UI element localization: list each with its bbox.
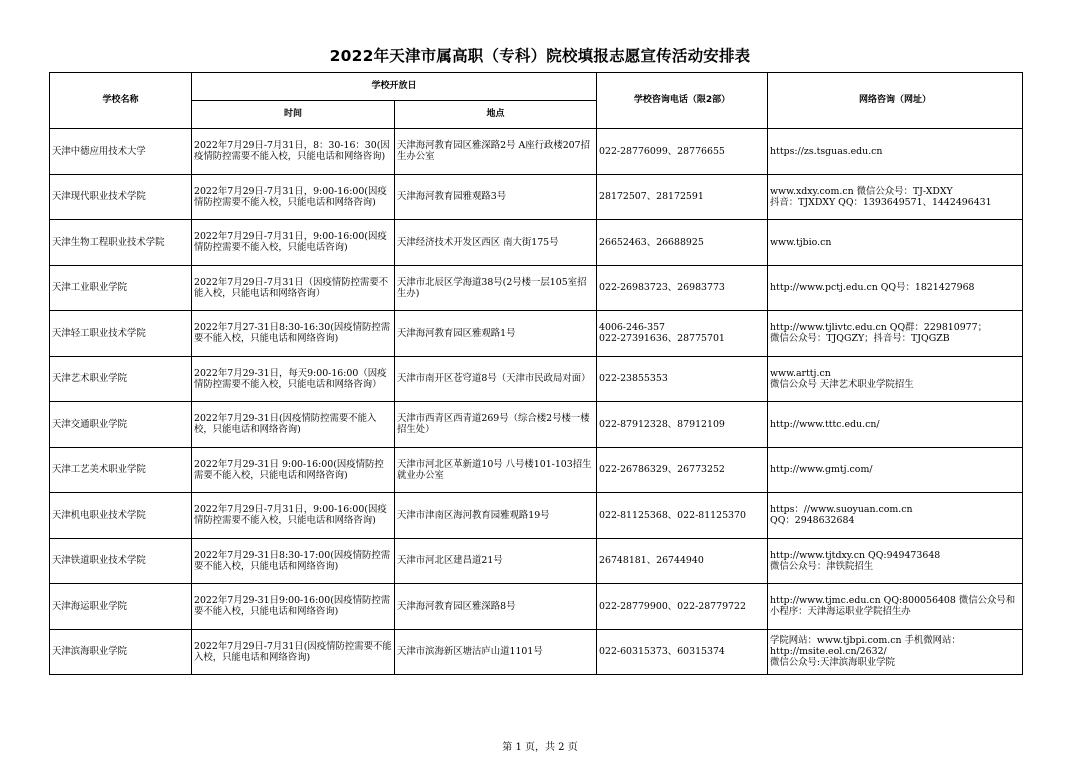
open-time-cell: 2022年7月29日-7月31日，9:00-16:00(因疫情防控需要不能入校，只能电话和网络咨询) [192, 174, 395, 220]
web-line: http://msite.eol.cn/2632/ [770, 646, 887, 658]
web-line: www.tjbio.cn [770, 236, 832, 248]
open-time-cell: 2022年7月29日-7月31日，8：30-16：30(因疫情防控需要不能入校，只能电话和网络咨询) [192, 129, 395, 175]
table-row [50, 629, 1023, 675]
school-name-cell: 天津机电职业技术学院 [50, 493, 192, 539]
location-cell: 天津市河北区建昌道21号 [395, 538, 597, 584]
school-name-cell: 天津工业职业学院 [50, 265, 192, 311]
page-footer: 第 1 页，共 2 页 [502, 742, 578, 753]
school-name-cell: 天津海运职业学院 [50, 584, 192, 630]
open-time-cell: 2022年7月29-31日9:00-16:00(因疫情防控需要不能入校，只能电话和网络咨询) [192, 584, 395, 630]
header-phone: 学校咨询电话（限2部） [597, 73, 768, 129]
location-cell: 天津市津南区海河教育园雅观路19号 [395, 493, 597, 539]
table-row [50, 493, 1023, 539]
web-line: https://zs.tsguas.edu.cn [770, 145, 883, 157]
web-line: QQ：2948632684 [770, 515, 855, 527]
school-name-cell: 天津交通职业学院 [50, 402, 192, 448]
table-row [50, 129, 1023, 175]
table-row [50, 356, 1023, 402]
web-line: http://www.tjlivtc.edu.cn QQ群：229810977； [770, 322, 987, 334]
web-line: www.arttj.cn [770, 367, 831, 379]
school-name-cell: 天津现代职业技术学院 [50, 174, 192, 220]
table-row [50, 265, 1023, 311]
table-row [50, 174, 1023, 220]
web-line: 微信公众号：津铁院招生 [770, 560, 874, 572]
web-line: https：//www.suoyuan.com.cn [770, 504, 913, 516]
page-title: 2022年天津市属高职（专科）院校填报志愿宣传活动安排表 [329, 47, 751, 65]
location-cell: 天津海河教育园区雅深路8号 [395, 584, 597, 630]
open-time-cell: 2022年7月29-31日(因疫情防控需要不能入校，只能电话和网络咨询) [192, 402, 395, 448]
table-row [50, 402, 1023, 448]
school-name-cell: 天津生物工程职业技术学院 [50, 220, 192, 266]
web-line: http://www.tttc.edu.cn/ [770, 418, 880, 430]
open-time-cell: 2022年7月27-31日8:30-16:30(因疫情防控需要不能入校，只能电话和网络咨询) [192, 311, 395, 357]
phone-line: 022-27391636、28775701 [599, 333, 725, 345]
phone-cell: 022-23855353 [597, 356, 768, 402]
phone-cell: 26652463、26688925 [597, 220, 768, 266]
web-line: 微信公众号 天津艺术职业学院招生 [770, 378, 914, 390]
school-name-cell: 天津轻工职业技术学院 [50, 311, 192, 357]
phone-cell: 022-26786329、26773252 [597, 447, 768, 493]
header-school-name: 学校名称 [50, 73, 192, 129]
phone-cell: 022-81125368、022-81125370 [597, 493, 768, 539]
open-time-cell: 2022年7月29-31日，每天9:00-16:00（因疫情防控需要不能入校，只能电话和网络咨询） [192, 356, 395, 402]
school-name-cell: 天津滨海职业学院 [50, 629, 192, 675]
phone-cell: 022-28779900、022-28779722 [597, 584, 768, 630]
open-time-cell: 2022年7月29日-7月31日，9:00-16:00(因疫情防控需要不能入校，只能电话咨询) [192, 220, 395, 266]
location-cell: 天津市河北区革新道10号 八号楼101-103招生就业办公室 [395, 447, 597, 493]
web-cell [768, 629, 1023, 675]
open-time-cell: 2022年7月29日-7月31日（因疫情防控需要不能入校，只能电话和网络咨询） [192, 265, 395, 311]
phone-cell: 28172507、28172591 [597, 174, 768, 220]
table-row [50, 220, 1023, 266]
web-cell [768, 174, 1023, 220]
web-line: 学院网站：www.tjbpi.com.cn 手机微网站： [770, 635, 961, 647]
web-line: www.xdxy.com.cn 微信公众号：TJ-XDXY [770, 185, 953, 197]
school-name-cell: 天津中德应用技术大学 [50, 129, 192, 175]
phone-cell: 022-28776099、28776655 [597, 129, 768, 175]
location-cell: 天津市南开区苍穹道8号（天津市民政局对面） [395, 356, 597, 402]
web-cell [768, 493, 1023, 539]
web-cell [768, 402, 1023, 448]
location-cell: 天津海河教育园雅观路3号 [395, 174, 597, 220]
table-row [50, 538, 1023, 584]
web-line: http://www.gmtj.com/ [770, 464, 873, 476]
web-cell [768, 220, 1023, 266]
web-cell [768, 129, 1023, 175]
location-cell: 天津经济技术开发区西区 南大街175号 [395, 220, 597, 266]
web-cell [768, 584, 1023, 630]
phone-cell: 26748181、26744940 [597, 538, 768, 584]
phone-cell [597, 311, 768, 357]
table-row [50, 584, 1023, 630]
phone-line: 4006-246-357 [599, 322, 665, 334]
header-open-day: 学校开放日 [192, 73, 597, 101]
web-cell [768, 265, 1023, 311]
web-cell [768, 538, 1023, 584]
location-cell: 天津市北辰区学海道38号(2号楼一层105室招生办) [395, 265, 597, 311]
open-time-cell: 2022年7月29-31日8:30-17:00(因疫情防控需要不能入校，只能电话和网络咨询) [192, 538, 395, 584]
open-time-cell: 2022年7月29-31日 9:00-16:00(因疫情防控需要不能入校，只能电话和网络咨询) [192, 447, 395, 493]
web-cell [768, 311, 1023, 357]
web-line: http://www.tjtdxy.cn QQ:949473648 [770, 549, 941, 561]
header-web: 网络咨询（网址） [768, 73, 1023, 129]
table-body [50, 129, 1023, 675]
school-name-cell: 天津艺术职业学院 [50, 356, 192, 402]
schedule-table [49, 72, 1023, 675]
open-time-cell: 2022年7月29日-7月31日，9:00-16:00(因疫情防控需要不能入校，只能电话和网络咨询) [192, 493, 395, 539]
web-cell [768, 447, 1023, 493]
table-row [50, 447, 1023, 493]
web-line: 微信公众号：TJQGZY；抖音号：TJQGZB [770, 333, 950, 345]
web-line: http://www.tjmc.edu.cn QQ:800056408 微信公众号和小程序：天津海运职业学院招生办 [770, 595, 1016, 618]
location-cell: 天津海河教育园区雅观路1号 [395, 311, 597, 357]
location-cell: 天津市滨海新区塘沽庐山道1101号 [395, 629, 597, 675]
school-name-cell: 天津铁道职业技术学院 [50, 538, 192, 584]
web-line: http://www.pctj.edu.cn QQ号：1821427968 [770, 282, 975, 294]
web-line: 抖音：TJXDXY QQ：1393649571、1442496431 [770, 196, 992, 208]
web-line: 微信公众号:天津滨海职业学院 [770, 657, 896, 669]
phone-cell: 022-26983723、26983773 [597, 265, 768, 311]
table-row [50, 311, 1023, 357]
school-name-cell: 天津工艺美术职业学院 [50, 447, 192, 493]
phone-cell: 022-87912328、87912109 [597, 402, 768, 448]
header-location: 地点 [395, 101, 597, 129]
location-cell: 天津海河教育园区雅深路2号 A座行政楼207招生办公室 [395, 129, 597, 175]
phone-cell: 022-60315373、60315374 [597, 629, 768, 675]
open-time-cell: 2022年7月29日-7月31日(因疫情防控需要不能入校，只能电话和网络咨询) [192, 629, 395, 675]
location-cell: 天津市西青区西青道269号（综合楼2号楼一楼招生处） [395, 402, 597, 448]
web-cell [768, 356, 1023, 402]
header-time: 时间 [192, 101, 395, 129]
